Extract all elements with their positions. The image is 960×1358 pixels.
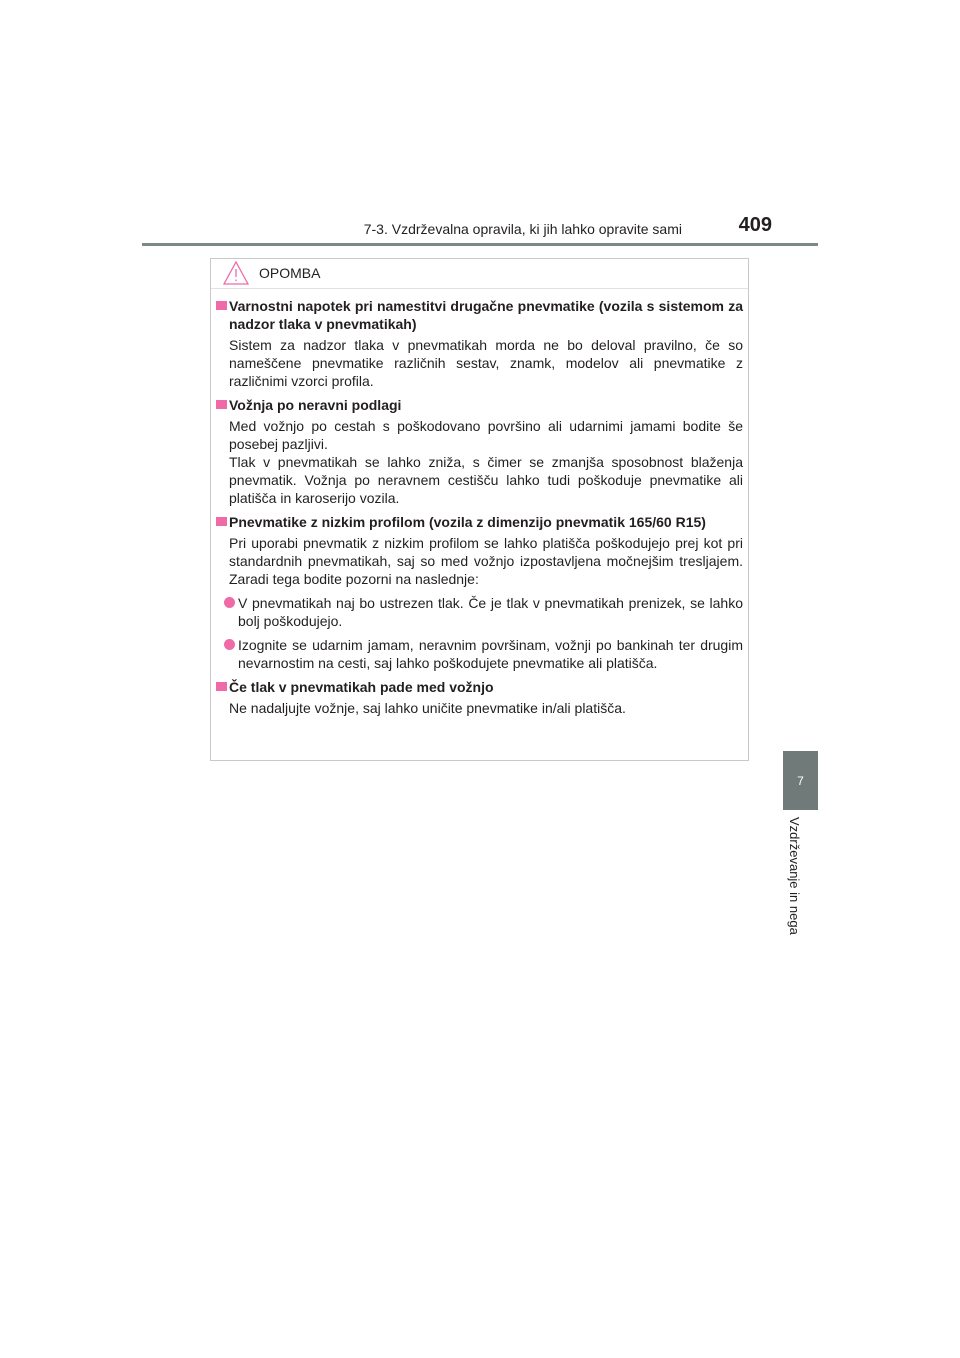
round-bullet-icon [224, 639, 235, 650]
list-item-text: Izognite se udarnim jamam, neravnim površinam, vožnji po bankinah ter drugim nevarnostim na cesti, saj lahko poškodujete pnevmatike ali platišča. [238, 637, 743, 671]
header-rule [142, 243, 818, 246]
notice-body [216, 297, 743, 723]
section-tpms [216, 297, 743, 390]
square-bullet-icon [216, 517, 227, 526]
list-item [216, 594, 743, 630]
list-item-text: V pnevmatikah naj bo ustrezen tlak. Če je tlak v pnevmatikah prenizek, se lahko bolj poškodujejo. [238, 595, 743, 629]
list-item [216, 636, 743, 672]
square-bullet-icon [216, 682, 227, 691]
notice-header [223, 259, 320, 287]
page-number: 409 [738, 214, 772, 236]
section-paragraph: Ne nadaljujte vožnje, saj lahko uničite pnevmatike in/ali platišča. [229, 700, 626, 716]
section-title: Varnostni napotek pri namestitvi drugačne pnevmatike (vozila s sistemom za nadzor tlaka v pnevmatikah) [229, 298, 743, 332]
notice-label: OPOMBA [259, 265, 321, 281]
warning-triangle-icon [223, 261, 249, 285]
notice-header-divider [211, 288, 748, 289]
section-paragraph: Med vožnjo po cestah s poškodovano površino ali udarnimi jamami bodite še posebej pazljivi. [229, 418, 743, 452]
notice-box [210, 258, 749, 761]
section-title: Če tlak v pnevmatikah pade med vožnjo [229, 679, 494, 695]
section-rough-road [216, 396, 743, 507]
chapter-title: 7-3. Vzdrževalna opravila, ki jih lahko opravite sami [363, 221, 682, 237]
square-bullet-icon [216, 400, 227, 409]
chapter-side-label: Vzdrževanje in nega [787, 817, 802, 935]
chapter-tab: 7 [783, 751, 818, 810]
square-bullet-icon [216, 301, 227, 310]
section-paragraph: Sistem za nadzor tlaka v pnevmatikah morda ne bo deloval pravilno, če so nameščene pnevmatike različnih sestav, znamk, modelov ali pnevmatike z različnimi vzorci profila. [229, 337, 743, 389]
section-low-profile [216, 513, 743, 672]
section-pressure-drop [216, 678, 743, 717]
section-paragraph: Pri uporabi pnevmatik z nizkim profilom se lahko platišča poškodujejo prej kot pri standardnih pnevmatikah, saj so med vožnjo izpostavljena močnejšim tresljajem. Zaradi tega bodite pozorni na naslednje: [229, 535, 743, 587]
page-header [142, 214, 818, 244]
section-paragraph: Tlak v pnevmatikah se lahko zniža, s čimer se zmanjša sposobnost blaženja pnevmatik. Vožnja po neravnem cestišču lahko tudi poškoduje pnevmatike ali platišča in karoserijo vozila. [229, 454, 743, 506]
round-bullet-icon [224, 597, 235, 608]
section-title: Pnevmatike z nizkim profilom (vozila z dimenzijo pnevmatik 165/60 R15) [229, 514, 706, 530]
section-title: Vožnja po neravni podlagi [229, 397, 402, 413]
